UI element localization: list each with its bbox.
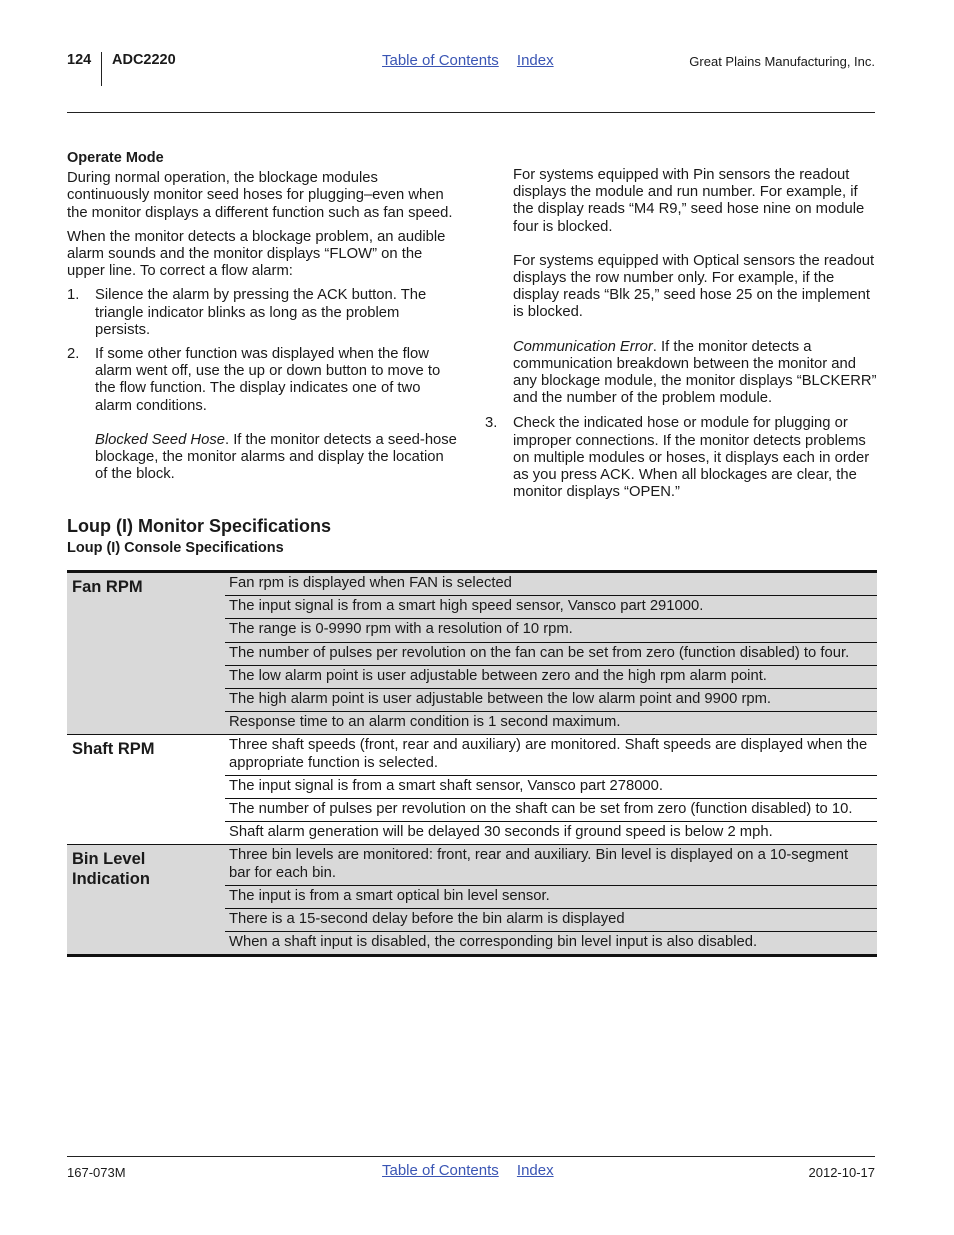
table-row: Fan rpm is displayed when FAN is selected (225, 573, 877, 596)
left-column (67, 150, 457, 483)
page-number: 124 (67, 52, 92, 68)
spec-group-label: Fan RPM (72, 578, 143, 596)
table-row: Three bin levels are monitored: front, rear and auxiliary. Bin level is displayed on a 10-segment bar for each bin. (225, 845, 877, 885)
spec-group-label: Bin Level Indication (72, 850, 150, 889)
table-row: When a shaft input is disabled, the corresponding bin level input is also disabled. (229, 934, 758, 951)
list-text: If some other function was displayed when the flow alarm went off, use the up or down button to move to the flow function. The display indicates one of two alarm conditions. (95, 346, 441, 414)
header-nav (382, 52, 568, 69)
spec-group-rows (225, 573, 877, 734)
pin-sensor-paragraph: For systems equipped with Pin sensors the readout displays the module and run number. For example, if the display reads “M4 R9,” seed hose nine on module four is blocked. (513, 167, 865, 235)
spec-group-rows (225, 845, 877, 954)
company-name: Great Plains Manufacturing, Inc. (689, 54, 875, 69)
table-row: The input is from a smart optical bin level sensor. (225, 886, 877, 909)
section-title: Loup (I) Monitor Specifications (67, 516, 331, 536)
table-row: Three shaft speeds (front, rear and auxiliary) are monitored. Shaft speeds are displayed when the appropriate function is selected. (225, 735, 877, 775)
comm-error-paragraph (513, 339, 877, 408)
blocked-hose-text: . If the monitor detects a seed-hose blockage, the monitor alarms and display the location of the block. (95, 431, 457, 483)
footer-index-link[interactable]: Index (516, 1162, 554, 1179)
list-item (67, 287, 457, 339)
spec-table (67, 570, 877, 957)
header-toc-link[interactable]: Table of Contents (382, 52, 499, 69)
list-number: 1. (67, 287, 80, 304)
header-divider (101, 52, 102, 86)
optical-sensor-paragraph: For systems equipped with Optical sensors the readout displays the row number only. For example, if the display reads “Blk 25,” seed hose 25 on the implement is blocked. (513, 252, 875, 321)
paragraph: During normal operation, the blockage modules continuously monitor seed hoses for plugging–even when the monitor displays a different function such as fan speed. (67, 170, 453, 221)
comm-error-term: Communication Error (513, 338, 653, 355)
list-text: Check the indicated hose or module for plugging or improper connections. If the monitor detects problems on multiple modules or hoses, it displays each in order as you press ACK. When all blockages are clear, the monitor displays “OPEN.” (513, 415, 870, 501)
right-column (485, 167, 877, 501)
list-item (67, 346, 457, 483)
spec-group (67, 573, 877, 735)
list-number: 2. (67, 346, 80, 363)
table-row: The number of pulses per revolution on the fan can be set from zero (function disabled) to four. (225, 643, 877, 666)
header-rule (67, 112, 875, 113)
table-row: Response time to an alarm condition is 1 second maximum. (229, 714, 621, 731)
footer-toc-link[interactable]: Table of Contents (382, 1162, 499, 1179)
footer-nav (382, 1162, 568, 1179)
header-index-link[interactable]: Index (516, 52, 554, 69)
footer-rule (67, 1156, 875, 1157)
table-row: The input signal is from a smart high speed sensor, Vansco part 291000. (225, 596, 877, 619)
table-row: There is a 15-second delay before the bin alarm is displayed (225, 909, 877, 932)
paragraph: When the monitor detects a blockage problem, an audible alarm sounds and the monitor displays “FLOW” on the upper line. To correct a flow alarm: (67, 228, 446, 280)
right-indented-block (485, 167, 877, 407)
operate-mode-heading: Operate Mode (67, 150, 164, 166)
table-row: The number of pulses per revolution on the shaft can be set from zero (function disabled) to 10. (225, 799, 877, 822)
table-row: The range is 0-9990 rpm with a resolution of 10 rpm. (225, 619, 877, 642)
list-number: 3. (485, 415, 498, 432)
spec-group-label: Shaft RPM (72, 740, 155, 759)
blocked-hose-term: Blocked Seed Hose (95, 431, 225, 448)
list-text: Silence the alarm by pressing the ACK button. The triangle indicator blinks as long as the problem persists. (95, 287, 427, 338)
table-row: The input signal is from a smart shaft sensor, Vansco part 278000. (225, 776, 877, 799)
spec-group (67, 735, 877, 845)
footer-date: 2012-10-17 (808, 1165, 875, 1180)
table-row: The low alarm point is user adjustable between zero and the high rpm alarm point. (225, 666, 877, 689)
blocked-hose-paragraph (95, 432, 457, 484)
spec-group (67, 845, 877, 954)
table-row: Shaft alarm generation will be delayed 30 seconds if ground speed is below 2 mph. (229, 824, 773, 841)
doc-number: 167-073M (67, 1165, 126, 1180)
model-name: ADC2220 (112, 52, 176, 68)
table-row: The high alarm point is user adjustable between the low alarm point and 9900 rpm. (225, 689, 877, 712)
subsection-title: Loup (I) Console Specifications (67, 540, 284, 556)
comm-error-text: . If the monitor detects a communication breakdown between the monitor and any blockage module, the monitor displays “BLCKERR” and the number of the problem module. (513, 338, 877, 407)
spec-group-rows (225, 735, 877, 844)
list-item (485, 415, 877, 501)
